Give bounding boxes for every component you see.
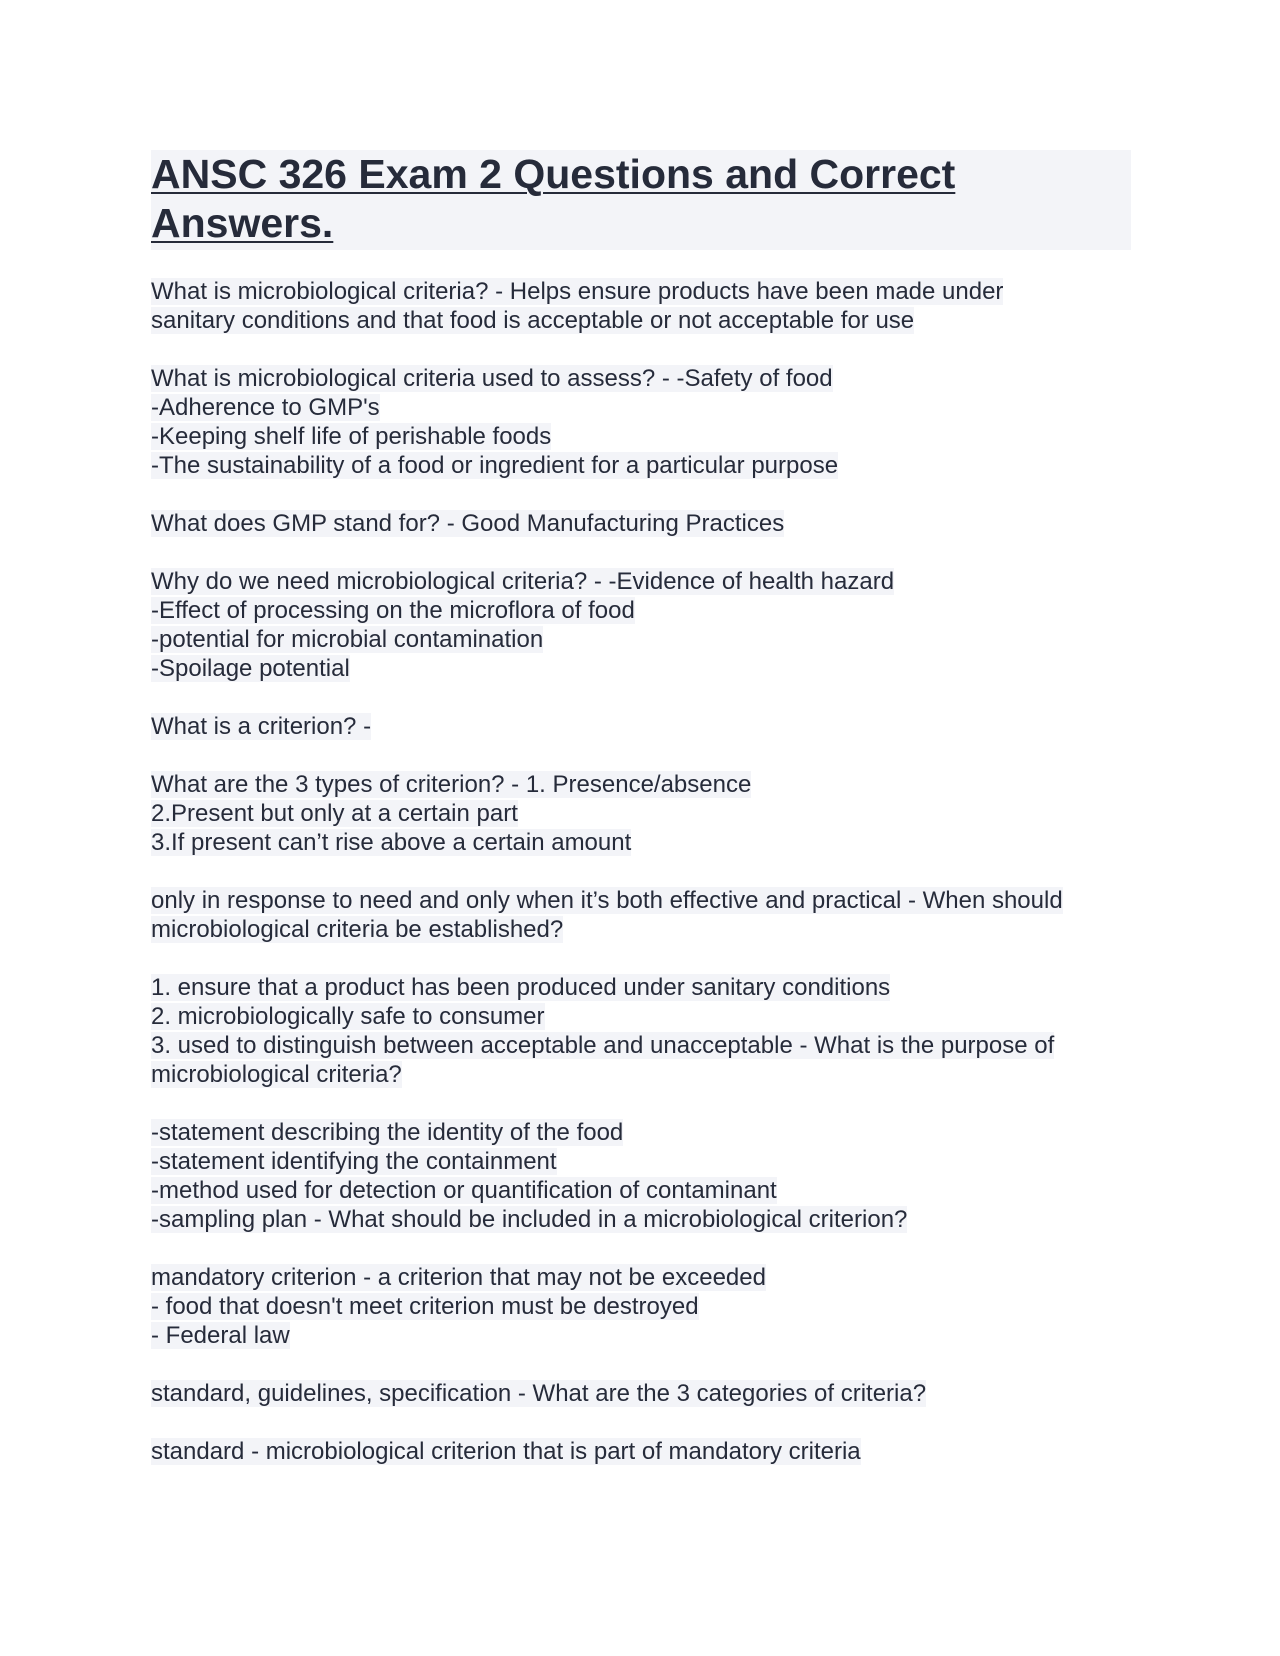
qa-entry (151, 567, 1131, 683)
qa-line-text: mandatory criterion - a criterion that may not be exceeded (151, 1264, 766, 1291)
qa-entry (151, 509, 1131, 538)
qa-line (151, 799, 1131, 828)
qa-line-text: standard - microbiological criterion that is part of mandatory criteria (151, 1438, 861, 1465)
qa-entry (151, 1437, 1131, 1466)
qa-line-text: 2.Present but only at a certain part (151, 800, 518, 827)
qa-line (151, 596, 1131, 625)
qa-line-text: -Adherence to GMP's (151, 394, 380, 421)
qa-line (151, 306, 1131, 335)
qa-entry (151, 770, 1131, 857)
qa-list (151, 277, 1131, 1466)
document-title: ANSC 326 Exam 2 Questions and Correct Answers. (151, 151, 956, 246)
qa-line (151, 973, 1131, 1002)
qa-line-text: -Spoilage potential (151, 655, 350, 682)
qa-entry (151, 712, 1131, 741)
qa-line (151, 1176, 1131, 1205)
qa-line-text: What is microbiological criteria used to assess? - -Safety of food (151, 365, 833, 392)
qa-entry (151, 1379, 1131, 1408)
qa-line (151, 1031, 1131, 1060)
qa-line (151, 1292, 1131, 1321)
qa-line-text: - Federal law (151, 1322, 290, 1349)
qa-entry (151, 277, 1131, 335)
qa-line (151, 828, 1131, 857)
qa-line (151, 712, 1131, 741)
document-page (151, 150, 1131, 1495)
qa-line (151, 422, 1131, 451)
qa-line-text: -statement describing the identity of the food (151, 1119, 624, 1146)
qa-line-text: 2. microbiologically safe to consumer (151, 1003, 545, 1030)
qa-line (151, 1321, 1131, 1350)
qa-line-text: standard, guidelines, specification - What are the 3 categories of criteria? (151, 1380, 927, 1407)
qa-line-text: sanitary conditions and that food is acceptable or not acceptable for use (151, 307, 915, 334)
qa-line (151, 1379, 1131, 1408)
qa-line (151, 451, 1131, 480)
qa-line-text: What is microbiological criteria? - Helps ensure products have been made under (151, 278, 1004, 305)
qa-line (151, 654, 1131, 683)
qa-line (151, 364, 1131, 393)
qa-line-text: What are the 3 types of criterion? - 1. Presence/absence (151, 771, 752, 798)
qa-line-text: 3. used to distinguish between acceptable and unacceptable - What is the purpose of (151, 1032, 1055, 1059)
qa-line (151, 1060, 1131, 1089)
qa-line (151, 1002, 1131, 1031)
qa-entry (151, 886, 1131, 944)
qa-line-text: What does GMP stand for? - Good Manufacturing Practices (151, 510, 785, 537)
qa-line (151, 770, 1131, 799)
qa-line-text: What is a criterion? - (151, 713, 372, 740)
qa-line (151, 915, 1131, 944)
qa-line (151, 1118, 1131, 1147)
qa-line-text: -Keeping shelf life of perishable foods (151, 423, 552, 450)
qa-line (151, 567, 1131, 596)
qa-line-text: -The sustainability of a food or ingredient for a particular purpose (151, 452, 839, 479)
qa-line-text: only in response to need and only when it’s both effective and practical - When should (151, 887, 1063, 914)
qa-line-text: 3.If present can’t rise above a certain amount (151, 829, 632, 856)
qa-line-text: - food that doesn't meet criterion must be destroyed (151, 1293, 699, 1320)
qa-entry (151, 1118, 1131, 1234)
qa-line (151, 1147, 1131, 1176)
qa-line-text: microbiological criteria be established? (151, 916, 564, 943)
qa-line (151, 886, 1131, 915)
qa-entry (151, 1263, 1131, 1350)
qa-line (151, 277, 1131, 306)
qa-line-text: Why do we need microbiological criteria? - -Evidence of health hazard (151, 568, 895, 595)
qa-line-text: 1. ensure that a product has been produced under sanitary conditions (151, 974, 891, 1001)
qa-line (151, 1263, 1131, 1292)
qa-line-text: -sampling plan - What should be included in a microbiological criterion? (151, 1206, 908, 1233)
qa-line-text: -potential for microbial contamination (151, 626, 544, 653)
qa-line (151, 509, 1131, 538)
qa-line (151, 625, 1131, 654)
qa-line-text: -statement identifying the containment (151, 1148, 557, 1175)
qa-line-text: microbiological criteria? (151, 1061, 402, 1088)
qa-line (151, 1437, 1131, 1466)
qa-line (151, 1205, 1131, 1234)
qa-line (151, 393, 1131, 422)
qa-entry (151, 973, 1131, 1089)
qa-entry (151, 364, 1131, 480)
qa-line-text: -method used for detection or quantification of contaminant (151, 1177, 777, 1204)
qa-line-text: -Effect of processing on the microflora of food (151, 597, 635, 624)
title-block (151, 150, 1131, 250)
